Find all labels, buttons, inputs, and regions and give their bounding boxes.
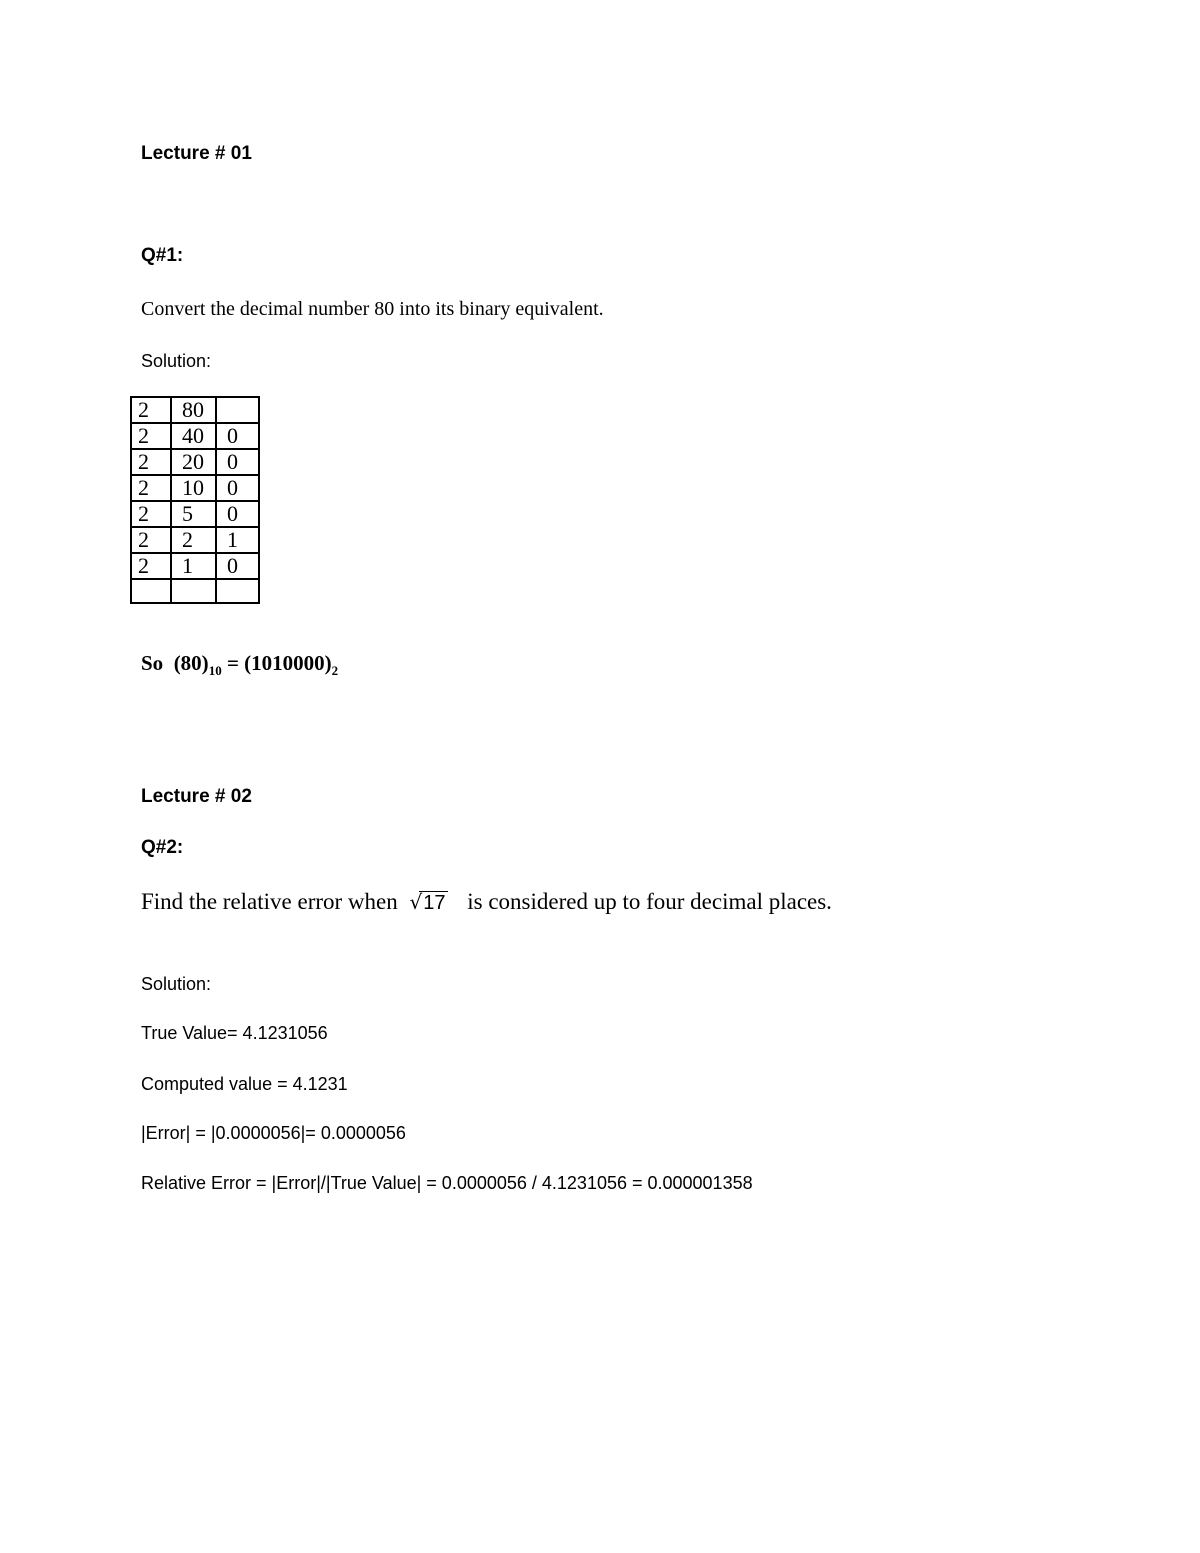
question-2-after: is considered up to four decimal places. xyxy=(467,889,832,914)
divisor-cell: 2 xyxy=(131,553,171,579)
divisor-cell xyxy=(131,579,171,603)
remainder-cell: 0 xyxy=(216,449,259,475)
remainder-cell xyxy=(216,397,259,423)
remainder-cell xyxy=(216,579,259,603)
result-right: (1010000) xyxy=(244,651,332,675)
sqrt-symbol: √ xyxy=(409,890,423,914)
table-row xyxy=(131,449,259,475)
computed-value-line: Computed value = 4.1231 xyxy=(141,1074,348,1094)
quotient-cell: 20 xyxy=(171,449,216,475)
divisor-cell: 2 xyxy=(131,475,171,501)
table-row xyxy=(131,527,259,553)
table-row xyxy=(131,423,259,449)
remainder-cell: 0 xyxy=(216,501,259,527)
sqrt-expression xyxy=(410,889,448,915)
question-2-before: Find the relative error when xyxy=(141,889,398,914)
remainder-cell: 0 xyxy=(216,553,259,579)
result-left: (80) xyxy=(173,651,209,675)
divisor-cell: 2 xyxy=(131,397,171,423)
division-table xyxy=(130,396,260,604)
sqrt-radicand: 17 xyxy=(419,891,447,914)
quotient-cell xyxy=(171,579,216,603)
divisor-cell: 2 xyxy=(131,501,171,527)
lecture-1-heading: Lecture # 01 xyxy=(141,143,252,164)
true-value-line: True Value= 4.1231056 xyxy=(141,1023,328,1043)
divisor-cell: 2 xyxy=(131,423,171,449)
divisor-cell: 2 xyxy=(131,449,171,475)
result-right-base: 2 xyxy=(331,663,339,679)
solution-1-label: Solution: xyxy=(141,351,212,371)
table-row xyxy=(131,475,259,501)
quotient-cell: 10 xyxy=(171,475,216,501)
remainder-cell: 1 xyxy=(216,527,259,553)
conversion-result xyxy=(141,651,338,679)
solution-2-label: Solution: xyxy=(141,974,212,994)
question-1-text: Convert the decimal number 80 into its binary equivalent. xyxy=(141,298,604,320)
remainder-cell: 0 xyxy=(216,423,259,449)
result-left-base: 10 xyxy=(208,663,222,679)
question-1-label: Q#1: xyxy=(141,245,184,266)
error-line: |Error| = |0.0000056|= 0.0000056 xyxy=(141,1123,406,1143)
table-row xyxy=(131,501,259,527)
remainder-cell: 0 xyxy=(216,475,259,501)
quotient-cell: 5 xyxy=(171,501,216,527)
quotient-cell: 1 xyxy=(171,553,216,579)
relative-error-line: Relative Error = |Error|/|True Value| = 0.0000056 / 4.1231056 = 0.000001358 xyxy=(141,1173,753,1193)
table-row xyxy=(131,397,259,423)
question-2-label: Q#2: xyxy=(141,837,184,858)
lecture-2-heading: Lecture # 02 xyxy=(141,786,252,807)
quotient-cell: 2 xyxy=(171,527,216,553)
table-row xyxy=(131,579,259,603)
division-table-body xyxy=(131,397,259,603)
question-2-text xyxy=(141,889,832,915)
divisor-cell: 2 xyxy=(131,527,171,553)
result-prefix: So xyxy=(141,651,164,675)
quotient-cell: 40 xyxy=(171,423,216,449)
result-equals: = xyxy=(226,651,239,675)
quotient-cell: 80 xyxy=(171,397,216,423)
table-row xyxy=(131,553,259,579)
